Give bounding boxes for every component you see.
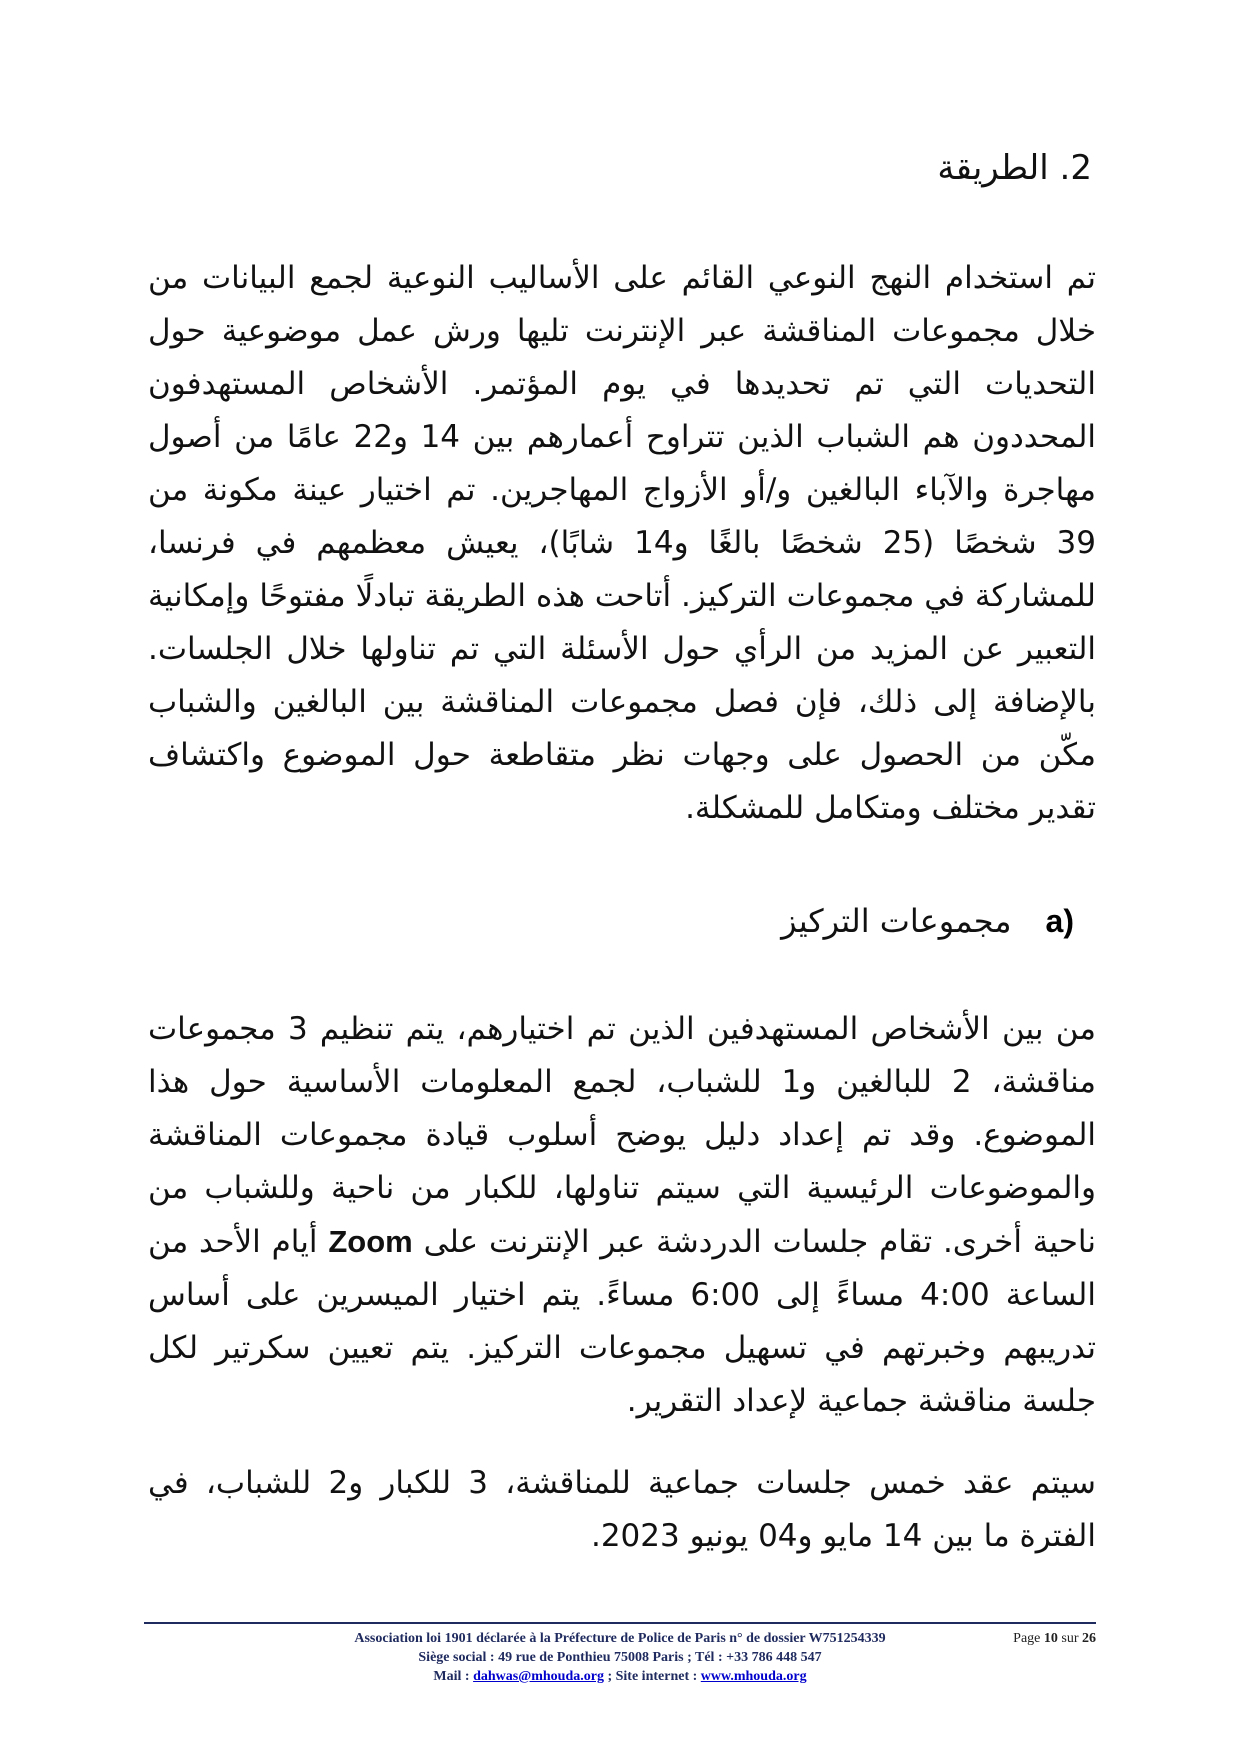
focus-groups-text-part1: من بين الأشخاص المستهدفين الذين تم اختيارهم، يتم تنظيم 3 مجموعات مناقشة، 2 للبالغين و1 للشباب، لجمع المعلومات الأساسية حول هذا الموضوع. وقد تم إعداد دليل يوضح أسلوب قيادة مجموعات المناقشة والموضوعات الرئيسية التي سيتم تناولها، للكبار من ناحية وللشباب من ناحية أخرى. تقام جلسات الدردشة عبر الإنترنت على: [148, 1011, 1096, 1260]
section-heading: 2. الطريقة: [937, 148, 1092, 188]
subsection-heading: [781, 902, 1074, 940]
zoom-label: Zoom: [328, 1224, 413, 1259]
subsection-title: مجموعات التركيز: [781, 902, 1012, 940]
focus-groups-text-part2: أيام الأحد من الساعة 4:00 مساءً إلى 6:00 مساءً. يتم اختيار الميسرين على أساس تدريبهم وخبرتهم في تسهيل مجموعات التركيز. يتم تعيين سكرتير لكل جلسة مناقشة جماعية لإعداد التقرير.: [148, 1224, 1096, 1419]
website-link[interactable]: www.mhouda.org: [700, 1669, 807, 1684]
focus-groups-paragraph: [148, 1003, 1096, 1428]
sessions-paragraph: سيتم عقد خمس جلسات جماعية للمناقشة، 3 للكبار و2 للشباب، في الفترة ما بين 14 مايو و04 يونيو 2023.: [148, 1465, 1097, 1554]
method-paragraph: تم استخدام النهج النوعي القائم على الأساليب النوعية لجمع البيانات من خلال مجموعات المناقشة عبر الإنترنت تليها ورش عمل موضوعية حول التحديات التي تم تحديدها في يوم المؤتمر. الأشخاص المستهدفون المحددون هم الشباب الذين تتراوح أعمارهم بين 14 و22 عامًا من أصول مهاجرة والآباء البالغين و/أو الأزواج المهاجرين. تم اختيار عينة مكونة من 39 شخصًا (25 شخصًا بالغًا و14 شابًا)، يعيش معظمهم في فرنسا، للمشاركة في مجموعات التركيز. أتاحت هذه الطريقة تبادلًا مفتوحًا وإمكانية التعبير عن المزيد من الرأي حول الأسئلة التي تم تناولها خلال الجلسات. بالإضافة إلى ذلك، فإن فصل مجموعات المناقشة بين البالغين والشباب مكّن من الحصول على وجهات نظر متقاطعة حول الموضوع واكتشاف تقدير مختلف ومتكامل للمشكلة.: [148, 260, 1097, 826]
footer-line-address: Siège social : 49 rue de Ponthieu 75008 Paris ; Tél : +33 786 448 547: [418, 1650, 822, 1665]
footer: [144, 1629, 1096, 1686]
subsection-letter: a): [1045, 903, 1074, 939]
footer-divider: [144, 1622, 1096, 1624]
footer-line-contact: Mail : dahwas@mhouda.org ; Site internet : www.mhouda.org: [433, 1669, 807, 1684]
footer-line-association: [144, 1629, 1096, 1648]
association-registration: Association loi 1901 déclarée à la Préfecture de Police de Paris n° de dossier W751254339: [354, 1631, 886, 1646]
page-number: Page 10 sur 26: [1013, 1631, 1096, 1646]
email-link[interactable]: dahwas@mhouda.org: [473, 1669, 604, 1684]
